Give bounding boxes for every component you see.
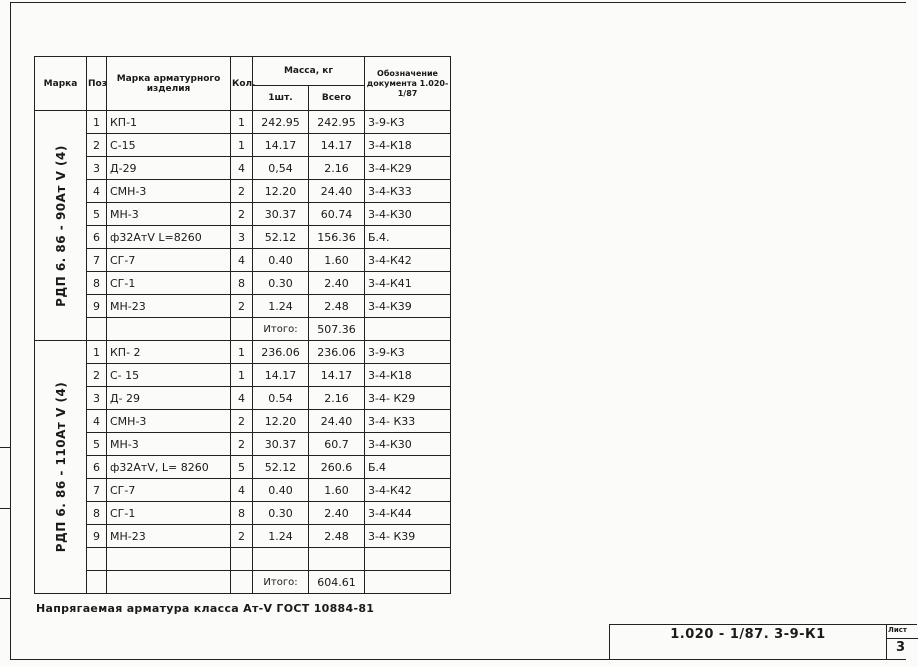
table-row: [35, 433, 451, 456]
left-margin-tick: [0, 508, 11, 509]
doc-cell: 3-4-К18: [365, 364, 451, 387]
table-row: [35, 249, 451, 272]
total-mass-cell: 2.16: [309, 387, 365, 410]
pos-cell: 3: [87, 387, 107, 410]
item-cell: СГ-7: [107, 479, 231, 502]
qty-cell: 8: [231, 502, 253, 525]
qty-cell: 2: [231, 525, 253, 548]
unit-mass-cell: 52.12: [253, 456, 309, 479]
total-mass-cell: 2.48: [309, 295, 365, 318]
item-cell: МН-3: [107, 433, 231, 456]
pos-cell: 3: [87, 157, 107, 180]
pos-cell: 1: [87, 111, 107, 134]
qty-cell: 1: [231, 341, 253, 364]
qty-cell: 5: [231, 456, 253, 479]
total-mass-cell: 2.40: [309, 502, 365, 525]
doc-cell: 3-9-К3: [365, 341, 451, 364]
unit-mass-cell: 242.95: [253, 111, 309, 134]
doc-cell: 3-4-К42: [365, 479, 451, 502]
qty-cell: 1: [231, 364, 253, 387]
empty-cell: [231, 571, 253, 594]
unit-mass-cell: 236.06: [253, 341, 309, 364]
doc-cell: 3-9-К3: [365, 111, 451, 134]
doc-cell: 3-4-К44: [365, 502, 451, 525]
doc-cell: Б.4.: [365, 226, 451, 249]
empty-cell: [253, 548, 309, 571]
pos-cell: 1: [87, 341, 107, 364]
pos-cell: 6: [87, 456, 107, 479]
unit-mass-cell: 0.40: [253, 249, 309, 272]
unit-mass-cell: 14.17: [253, 134, 309, 157]
header-mass-unit: 1шт.: [253, 86, 309, 111]
table-row: [35, 111, 451, 134]
table-row: [35, 203, 451, 226]
item-cell: КП- 2: [107, 341, 231, 364]
doc-cell: 3-4-К18: [365, 134, 451, 157]
total-mass-cell: 2.48: [309, 525, 365, 548]
unit-mass-cell: 1.24: [253, 295, 309, 318]
total-label: Итого:: [253, 571, 309, 594]
sheet-divider: [886, 638, 918, 639]
unit-mass-cell: 0.54: [253, 387, 309, 410]
pos-cell: 4: [87, 410, 107, 433]
total-mass-cell: 242.95: [309, 111, 365, 134]
total-mass-cell: 24.40: [309, 180, 365, 203]
doc-cell: 3-4-К39: [365, 295, 451, 318]
document-code: 1.020 - 1/87. 3-9-К1: [670, 627, 826, 642]
pos-cell: 7: [87, 479, 107, 502]
item-cell: С-15: [107, 134, 231, 157]
unit-mass-cell: 12.20: [253, 180, 309, 203]
empty-cell: [87, 548, 107, 571]
item-cell: ф32АтV L=8260: [107, 226, 231, 249]
item-cell: СМН-3: [107, 180, 231, 203]
reinforcement-spec-table: [34, 56, 451, 594]
empty-cell: [365, 318, 451, 341]
qty-cell: 2: [231, 203, 253, 226]
total-row: [35, 318, 451, 341]
item-cell: СМН-3: [107, 410, 231, 433]
item-cell: ф32АтV, L= 8260: [107, 456, 231, 479]
total-mass-cell: 1.60: [309, 249, 365, 272]
empty-cell: [87, 318, 107, 341]
qty-cell: 3: [231, 226, 253, 249]
table-row: [35, 295, 451, 318]
qty-cell: 4: [231, 157, 253, 180]
pos-cell: 5: [87, 433, 107, 456]
total-mass-cell: 14.17: [309, 134, 365, 157]
doc-cell: 3-4-К30: [365, 433, 451, 456]
item-cell: СГ-7: [107, 249, 231, 272]
total-mass-cell: 1.60: [309, 479, 365, 502]
header-mark: Марка: [35, 57, 87, 111]
empty-cell: [107, 571, 231, 594]
total-mass-cell: 236.06: [309, 341, 365, 364]
header-mass-total: Всего: [309, 86, 365, 111]
doc-cell: 3-4- К33: [365, 410, 451, 433]
pos-cell: 8: [87, 272, 107, 295]
header-item-mark: Марка арматурного изделия: [107, 57, 231, 111]
table-row: [35, 456, 451, 479]
table-row: [35, 364, 451, 387]
header-qty: Кол.: [231, 57, 253, 111]
doc-cell: 3-4-К29: [365, 157, 451, 180]
total-mass-cell: 2.40: [309, 272, 365, 295]
item-cell: СГ-1: [107, 502, 231, 525]
qty-cell: 1: [231, 134, 253, 157]
total-row: [35, 571, 451, 594]
total-mass-cell: 14.17: [309, 364, 365, 387]
total-mass-cell: 24.40: [309, 410, 365, 433]
pos-cell: 7: [87, 249, 107, 272]
empty-cell: [309, 548, 365, 571]
header-mass: Масса, кг: [253, 57, 365, 86]
doc-cell: 3-4-К41: [365, 272, 451, 295]
qty-cell: 2: [231, 410, 253, 433]
pos-cell: 4: [87, 180, 107, 203]
empty-cell: [365, 571, 451, 594]
table-row: [35, 387, 451, 410]
total-value: 604.61: [309, 571, 365, 594]
table-row: [35, 134, 451, 157]
total-mass-cell: 156.36: [309, 226, 365, 249]
unit-mass-cell: 30.37: [253, 433, 309, 456]
qty-cell: 2: [231, 433, 253, 456]
item-cell: Д-29: [107, 157, 231, 180]
empty-row: [35, 548, 451, 571]
pos-cell: 9: [87, 295, 107, 318]
total-mass-cell: 2.16: [309, 157, 365, 180]
unit-mass-cell: 30.37: [253, 203, 309, 226]
qty-cell: 4: [231, 479, 253, 502]
item-cell: МН-23: [107, 525, 231, 548]
sheet-number: 3: [896, 640, 906, 655]
group-mark-cell: [35, 111, 87, 341]
empty-cell: [231, 548, 253, 571]
empty-cell: [107, 318, 231, 341]
unit-mass-cell: 0.40: [253, 479, 309, 502]
unit-mass-cell: 0.30: [253, 502, 309, 525]
qty-cell: 2: [231, 295, 253, 318]
doc-cell: 3-4-К33: [365, 180, 451, 203]
table-row: [35, 341, 451, 364]
unit-mass-cell: 0.30: [253, 272, 309, 295]
doc-cell: Б.4: [365, 456, 451, 479]
total-mass-cell: 60.7: [309, 433, 365, 456]
steel-class-note: Напрягаемая арматура класса Ат-V ГОСТ 10884-81: [36, 602, 375, 615]
empty-cell: [365, 548, 451, 571]
total-mass-cell: 60.74: [309, 203, 365, 226]
doc-cell: 3-4- К29: [365, 387, 451, 410]
pos-cell: 5: [87, 203, 107, 226]
item-cell: С- 15: [107, 364, 231, 387]
unit-mass-cell: 14.17: [253, 364, 309, 387]
table-row: [35, 479, 451, 502]
table-row: [35, 180, 451, 203]
group-mark-cell: [35, 341, 87, 594]
header-doc: Обозначение документа 1.020-1/87: [365, 57, 451, 111]
pos-cell: 2: [87, 364, 107, 387]
unit-mass-cell: 1.24: [253, 525, 309, 548]
header-pos: Поз: [87, 57, 107, 111]
qty-cell: 4: [231, 387, 253, 410]
total-mass-cell: 260.6: [309, 456, 365, 479]
qty-cell: 4: [231, 249, 253, 272]
total-label: Итого:: [253, 318, 309, 341]
table-row: [35, 226, 451, 249]
group-mark: РДП 6. 86 - 110Ат V (4): [53, 381, 68, 553]
empty-cell: [107, 548, 231, 571]
qty-cell: 2: [231, 180, 253, 203]
item-cell: СГ-1: [107, 272, 231, 295]
item-cell: МН-23: [107, 295, 231, 318]
table-row: [35, 410, 451, 433]
empty-cell: [231, 318, 253, 341]
pos-cell: 6: [87, 226, 107, 249]
unit-mass-cell: 52.12: [253, 226, 309, 249]
doc-cell: 3-4- К39: [365, 525, 451, 548]
item-cell: МН-3: [107, 203, 231, 226]
doc-cell: 3-4-К30: [365, 203, 451, 226]
pos-cell: 8: [87, 502, 107, 525]
frame-bottom-line: [10, 659, 906, 660]
sheet-label: Лист: [888, 626, 907, 634]
pos-cell: 9: [87, 525, 107, 548]
qty-cell: 1: [231, 111, 253, 134]
qty-cell: 8: [231, 272, 253, 295]
total-value: 507.36: [309, 318, 365, 341]
table-row: [35, 502, 451, 525]
table-row: [35, 525, 451, 548]
frame-left-line: [10, 2, 11, 660]
empty-cell: [87, 571, 107, 594]
left-margin-tick: [0, 447, 11, 448]
pos-cell: 2: [87, 134, 107, 157]
item-cell: Д- 29: [107, 387, 231, 410]
unit-mass-cell: 0,54: [253, 157, 309, 180]
table-row: [35, 157, 451, 180]
left-margin-tick: [0, 598, 11, 599]
doc-cell: 3-4-К42: [365, 249, 451, 272]
group-mark: РДП 6. 86 - 90Ат V (4): [53, 144, 68, 307]
table-row: [35, 272, 451, 295]
item-cell: КП-1: [107, 111, 231, 134]
frame-top-line: [10, 2, 906, 3]
unit-mass-cell: 12.20: [253, 410, 309, 433]
